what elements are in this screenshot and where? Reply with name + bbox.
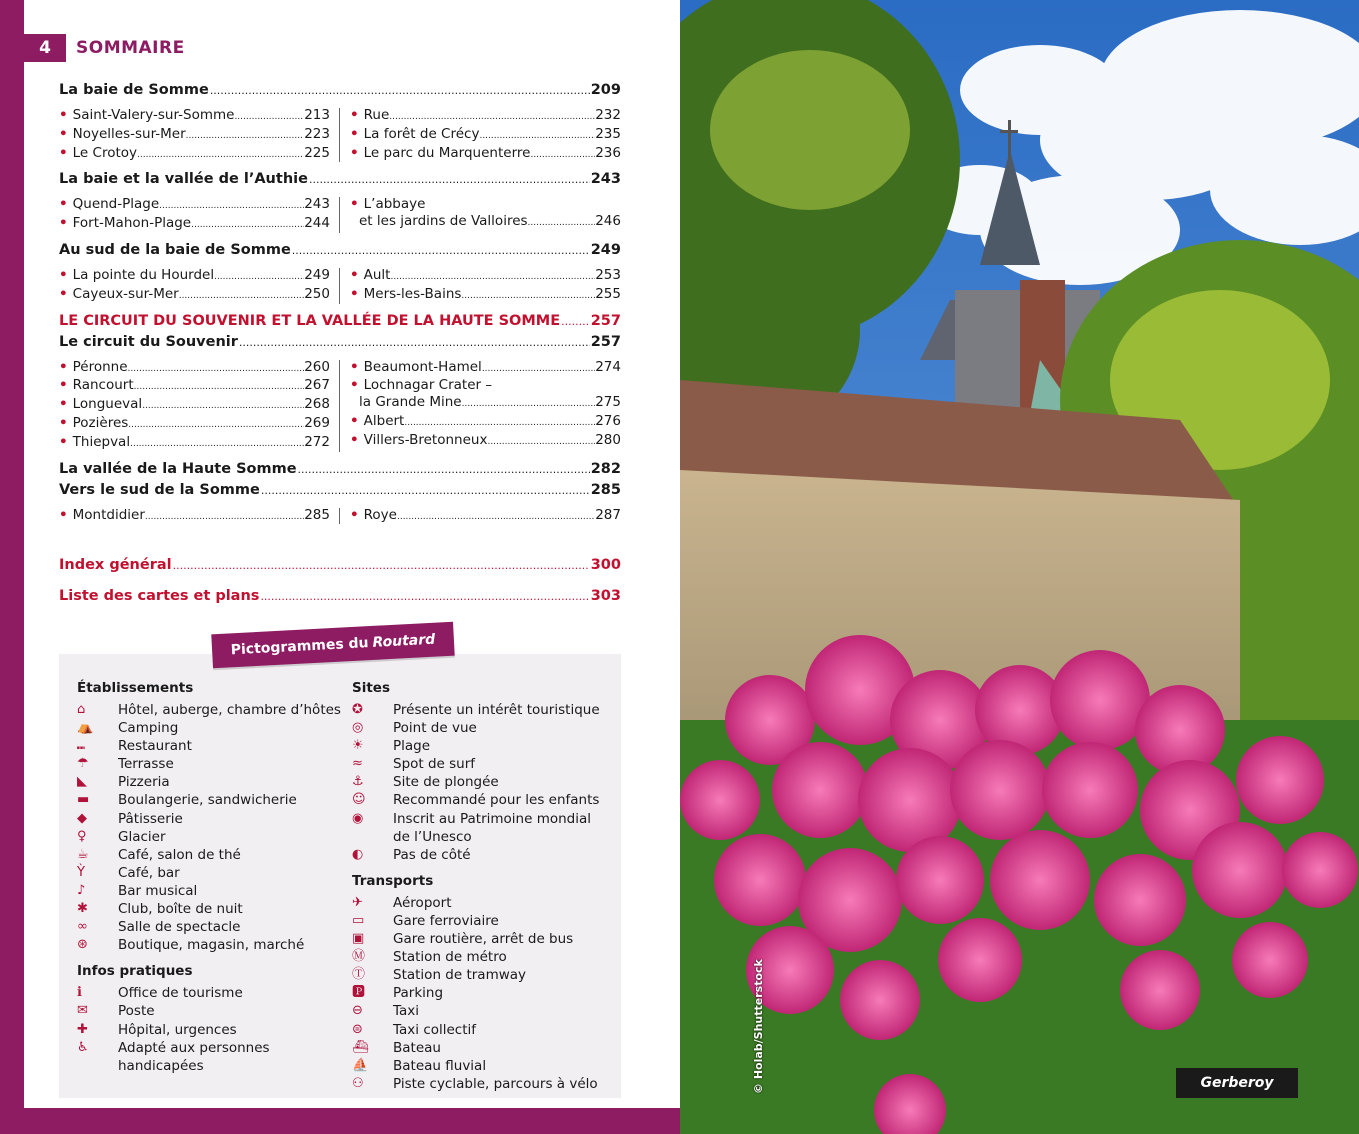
toc-section[interactable]: Au sud de la baie de Somme ..... 249 — [59, 240, 621, 261]
toc-item[interactable]: • Cayeux-sur-Mer ..... 250 — [59, 286, 330, 305]
legend-label: Café, salon de thé — [118, 846, 241, 863]
viewpoint-icon: ◎ — [352, 720, 364, 736]
spacer — [352, 828, 393, 846]
toc-item[interactable]: • Fort-Mahon-Plage ..... 244 — [59, 215, 330, 234]
legend-label: Pas de côté — [393, 846, 471, 863]
cover-photo — [680, 0, 1359, 1134]
legend-item — [352, 719, 617, 737]
legend-item — [77, 755, 347, 773]
toc-item[interactable]: • Le Crotoy ..... 225 — [59, 145, 330, 164]
legend-label: Taxi collectif — [393, 1021, 477, 1038]
river-boat-icon: ⛵ — [352, 1057, 369, 1073]
legend-item — [77, 900, 347, 918]
pizza-icon: ◣ — [77, 774, 87, 790]
legend-item — [352, 984, 617, 1002]
legend-label: Club, boîte de nuit — [118, 901, 243, 918]
taxi-icon: ⊖ — [352, 1003, 363, 1019]
legend-item — [352, 701, 617, 719]
legend-item — [77, 918, 347, 936]
legend-label: Bateau fluvial — [393, 1057, 487, 1074]
legend-item — [352, 930, 617, 948]
toc-item[interactable]: • Le parc du Marquenterre ..... 236 — [350, 145, 621, 164]
toc-item[interactable]: • Rue ..... 232 — [350, 107, 621, 126]
toc-item[interactable]: • Thiepval ..... 272 — [59, 434, 330, 453]
toc-item[interactable]: • Longueval ..... 268 — [59, 396, 330, 415]
bike-icon: ⚇ — [352, 1075, 364, 1091]
toc-sublist — [59, 359, 621, 453]
left-margin-bar — [0, 0, 24, 1134]
airport-icon: ✈ — [352, 894, 363, 910]
camping-icon: ⛺ — [77, 720, 94, 736]
legend-label: Bateau — [393, 1039, 441, 1056]
icecream-icon: ♀ — [77, 828, 87, 844]
legend-item — [352, 810, 617, 828]
toc-item[interactable]: • Villers-Bretonneux ..... 280 — [350, 432, 621, 451]
legend-item — [352, 894, 617, 912]
toc-sublist — [59, 267, 621, 305]
legend-item — [352, 1057, 617, 1075]
legend-heading: Transports — [352, 872, 434, 889]
legend-item — [77, 828, 347, 846]
shop-icon: ⊛ — [77, 937, 88, 953]
legend-item — [352, 1075, 617, 1093]
legend-item — [77, 1021, 347, 1039]
legend-label: Site de plongée — [393, 774, 499, 791]
toc-sublist — [59, 507, 621, 526]
legend-item — [352, 791, 617, 809]
legend-item — [77, 737, 347, 755]
diving-icon: ⚓ — [352, 774, 364, 790]
legend-item — [352, 966, 617, 984]
legend-item — [352, 912, 617, 930]
legend-item — [77, 864, 347, 882]
shared-taxi-icon: ⊜ — [352, 1021, 363, 1037]
legend-heading: Sites — [352, 680, 390, 696]
music-icon: ♪ — [77, 882, 86, 898]
pastry-icon: ◆ — [77, 810, 87, 826]
legend-label: Hôpital, urgences — [118, 1021, 237, 1038]
toc-section[interactable]: Vers le sud de la Somme ..... 285 — [59, 480, 621, 501]
legend-item — [77, 984, 347, 1002]
surf-icon: ≈ — [352, 756, 363, 772]
train-icon: ▭ — [352, 912, 365, 928]
toc-item[interactable]: • La pointe du Hourdel ..... 249 — [59, 267, 330, 286]
legend-label: Café, bar — [118, 864, 180, 881]
page-number: 4 — [24, 34, 66, 62]
interest-icon: ✪ — [352, 702, 363, 717]
unesco-icon: ◉ — [352, 810, 364, 826]
legend-item — [77, 846, 347, 864]
photo-credit: © Holab/Shutterstock — [752, 959, 765, 1094]
metro-icon: Ⓜ — [352, 949, 366, 965]
legend-label: Taxi — [393, 1003, 420, 1020]
legend-item — [77, 810, 347, 828]
legend-label: de l’Unesco — [393, 828, 472, 845]
toc-section[interactable]: La baie et la vallée de l’Authie ..... 243 — [59, 169, 621, 190]
legend-label: Parking — [393, 985, 444, 1002]
photo-caption: Gerberoy — [1176, 1068, 1298, 1098]
toc-index[interactable]: Index général ..... 300 — [59, 555, 621, 576]
offbeat-icon: ◐ — [352, 846, 364, 862]
toc-item[interactable]: et les jardins de Valloires ..... 246 — [350, 213, 621, 232]
legend-item — [352, 948, 617, 966]
legend-item — [77, 1057, 347, 1075]
kids-icon: ☺ — [352, 792, 366, 808]
coffee-icon: ☕ — [77, 846, 89, 862]
legend-label: Restaurant — [118, 738, 192, 755]
legend-item — [352, 1021, 617, 1039]
toc-sublist — [59, 107, 621, 163]
legend-item — [77, 882, 347, 900]
toc-section[interactable]: Le circuit du Souvenir ..... 257 — [59, 332, 621, 353]
legend-item — [77, 791, 347, 809]
show-icon: ∞ — [77, 919, 88, 935]
toc-sublist — [59, 196, 621, 234]
legend-label: Présente un intérêt touristique — [393, 702, 600, 718]
bread-icon: ▬ — [77, 792, 90, 808]
legend-label: Aéroport — [393, 894, 452, 911]
beach-icon: ☀ — [352, 738, 364, 754]
toc-item[interactable]: • Ault ..... 253 — [350, 267, 621, 286]
toc-maps[interactable]: Liste des cartes et plans ..... 303 — [59, 586, 621, 607]
legend-label: Spot de surf — [393, 756, 476, 773]
legend-label: Camping — [118, 720, 179, 737]
bus-icon: ▣ — [352, 931, 365, 947]
legend-item — [77, 719, 347, 737]
bar-icon: Ỳ — [77, 864, 85, 880]
pictograms-legend — [59, 654, 621, 1098]
pictograms-title: Pictogrammes du Routard — [211, 622, 454, 669]
toc-section[interactable]: La baie de Somme ..... 209 — [59, 80, 621, 101]
legend-label: Piste cyclable, parcours à vélo — [393, 1075, 598, 1092]
legend-label: Plage — [393, 738, 431, 755]
toc-item[interactable]: • Montdidier ..... 285 — [59, 507, 330, 526]
toc-item[interactable]: • Albert ..... 276 — [350, 413, 621, 432]
legend-item — [352, 846, 617, 864]
garden-photo — [680, 0, 1359, 1134]
legend-label: Station de métro — [393, 949, 507, 966]
legend-label: Gare routière, arrêt de bus — [393, 931, 574, 948]
legend-label: Salle de spectacle — [118, 919, 241, 936]
legend-label: Bar musical — [118, 882, 198, 899]
legend-label: Terrasse — [118, 756, 174, 773]
toc-item[interactable]: la Grande Mine ..... 275 — [350, 394, 621, 413]
post-icon: ✉ — [77, 1003, 88, 1019]
tram-icon: Ⓣ — [352, 967, 366, 983]
toc-item[interactable]: • Saint-Valery-sur-Somme ..... 213 — [59, 107, 330, 126]
legend-label: Station de tramway — [393, 967, 527, 984]
legend-label: Pâtisserie — [118, 810, 183, 827]
toc-item[interactable]: • Péronne ..... 260 — [59, 359, 330, 378]
legend-label: Recommandé pour les enfants — [393, 792, 600, 809]
page-title: SOMMAIRE — [76, 38, 185, 58]
club-icon: ✱ — [77, 901, 88, 917]
legend-item — [77, 1039, 347, 1057]
toc-item[interactable]: • Mers-les-Bains ..... 255 — [350, 286, 621, 305]
legend-item — [352, 828, 617, 846]
legend-item — [352, 1039, 617, 1057]
legend-label: Adapté aux personnes — [118, 1039, 270, 1056]
legend-label: Poste — [118, 1003, 155, 1020]
restaurant-icon: ⑉ — [77, 738, 85, 754]
legend-label: handicapées — [118, 1057, 204, 1074]
legend-label: Boulangerie, sandwicherie — [118, 792, 297, 809]
legend-label: Gare ferroviaire — [393, 912, 499, 929]
boat-icon: ⛴ — [352, 1039, 369, 1055]
hospital-icon: ✚ — [77, 1021, 88, 1037]
legend-label: Point de vue — [393, 720, 477, 737]
toc-item[interactable]: • Pozières ..... 269 — [59, 415, 330, 434]
toc-section[interactable]: La vallée de la Haute Somme ..... 282 — [59, 459, 621, 480]
toc-item[interactable]: • L’abbaye — [350, 196, 426, 213]
toc-item[interactable]: • Quend-Plage ..... 243 — [59, 196, 330, 215]
legend-label: Hôtel, auberge, chambre d’hôtes — [118, 702, 341, 718]
legend-label: Office de tourisme — [118, 985, 243, 1002]
bottom-bar — [0, 1108, 680, 1134]
legend-item — [77, 701, 347, 719]
legend-heading: Établissements — [77, 680, 194, 696]
table-of-contents — [59, 80, 621, 607]
toc-chapter[interactable]: LE CIRCUIT DU SOUVENIR ET LA VALLÉE DE LA HAUTE SOMME ..... 257 — [59, 311, 621, 332]
legend-heading: Infos pratiques — [77, 963, 193, 980]
spacer — [77, 1057, 118, 1075]
legend-label: Boutique, magasin, marché — [118, 937, 305, 954]
legend-item — [77, 1002, 347, 1020]
legend-item — [77, 936, 347, 954]
legend-item — [352, 737, 617, 755]
toc-item[interactable]: • Noyelles-sur-Mer ..... 223 — [59, 126, 330, 145]
terrace-icon: ☂ — [77, 756, 89, 772]
accessible-icon: ♿ — [77, 1039, 89, 1055]
legend-item — [77, 773, 347, 791]
info-icon: ℹ — [77, 985, 82, 1001]
toc-item[interactable]: • Beaumont-Hamel ..... 274 — [350, 359, 621, 378]
legend-label: Inscrit au Patrimoine mondial — [393, 810, 592, 827]
hotel-icon: ⌂ — [77, 702, 86, 717]
legend-label: Pizzeria — [118, 774, 170, 791]
toc-item[interactable]: • Rancourt ..... 267 — [59, 377, 330, 396]
toc-item[interactable]: • Roye ..... 287 — [350, 507, 621, 526]
legend-label: Glacier — [118, 828, 166, 845]
legend-item — [352, 773, 617, 791]
toc-item[interactable]: • La forêt de Crécy ..... 235 — [350, 126, 621, 145]
toc-item[interactable]: • Lochnagar Crater – — [350, 377, 493, 394]
legend-item — [352, 1002, 617, 1020]
legend-item — [352, 755, 617, 773]
parking-icon: 🅿 — [352, 985, 366, 1001]
